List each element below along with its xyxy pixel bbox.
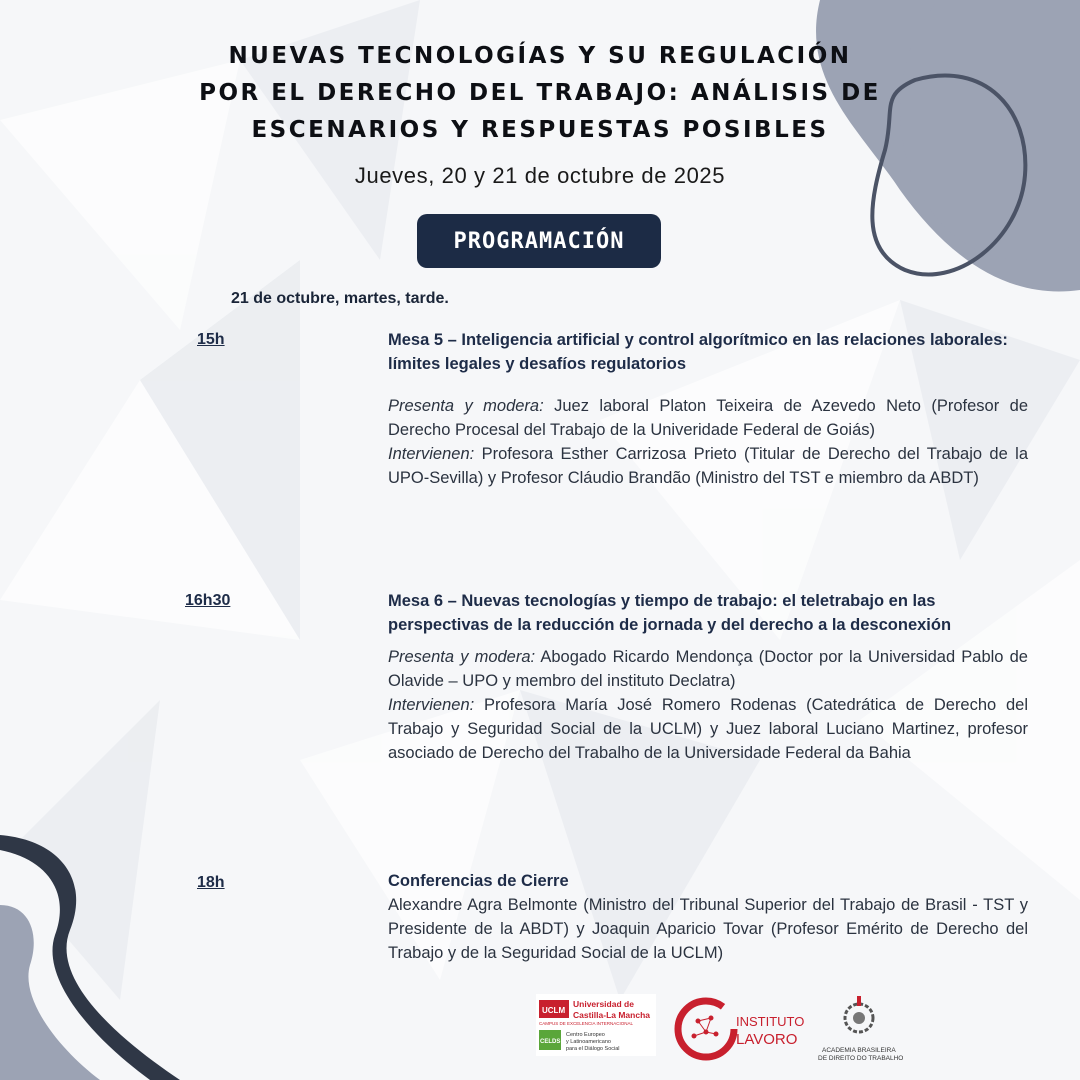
abdt-1: ACADEMIA BRASILEIRA bbox=[822, 1047, 896, 1054]
intervienen-label-2: Intervienen: bbox=[388, 696, 475, 714]
celds-3: para el Diálogo Social bbox=[566, 1046, 620, 1052]
session-time-1: 15h bbox=[197, 331, 225, 348]
session-time-3: 18h bbox=[197, 874, 225, 891]
session-title-1: Mesa 5 – Inteligencia artificial y control algorítmico en las relaciones laborales: límites legales y desafíos regulatorios bbox=[388, 331, 1008, 373]
intervienen-label-1: Intervienen: bbox=[388, 445, 475, 463]
day-heading: 21 de octubre, martes, tarde. bbox=[231, 290, 449, 307]
session-presenta-1 bbox=[388, 394, 1028, 442]
session-3 bbox=[388, 869, 1028, 965]
session-time-2: 16h30 bbox=[185, 592, 231, 609]
event-title bbox=[140, 38, 940, 149]
session-intervienen-2 bbox=[388, 693, 1028, 765]
celds-1: Centro Europeo bbox=[566, 1032, 605, 1038]
session-body-3: Alexandre Agra Belmonte (Ministro del Tribunal Superior del Trabajo de Brasil - TST y Presidente de la ABDT) y Joaquin Aparicio Tovar (Profesor Emérito de Derecho del Trabajo y de la Seguridad Social de la UCLM) bbox=[388, 896, 1028, 962]
lavoro-1: INSTITUTO bbox=[736, 1014, 805, 1029]
uclm-logo bbox=[536, 994, 656, 1056]
presenta-label-1: Presenta y modera: bbox=[388, 397, 544, 415]
uclm-tag: UCLM bbox=[542, 1006, 566, 1015]
presenta-text-1: Juez laboral Platon Teixeira de Azevedo Neto (Profesor de Derecho Procesal del Trabajo de la Univeridade Federal de Goiás) bbox=[388, 397, 1028, 439]
programacion-badge: PROGRAMACIÓN bbox=[417, 214, 661, 268]
instituto-lavoro-logo bbox=[678, 1001, 804, 1057]
celds-2: y Latinoamericano bbox=[566, 1039, 611, 1045]
title-line-1: NUEVAS TECNOLOGÍAS Y SU REGULACIÓN bbox=[228, 43, 852, 69]
lavoro-2: LAVORO bbox=[736, 1031, 798, 1048]
celds-tag: CELDS bbox=[540, 1039, 561, 1045]
intervienen-text-1: Profesora Esther Carrizosa Prieto (Titular de Derecho del Trabajo de la UPO-Sevilla) y Profesor Cláudio Brandão (Ministro del TST e miembro da ABDT) bbox=[388, 445, 1028, 487]
uclm-name-2: Castilla-La Mancha bbox=[573, 1010, 650, 1020]
session-1 bbox=[388, 328, 1028, 490]
sponsor-logos bbox=[536, 994, 916, 1064]
abdt-logo bbox=[818, 996, 903, 1062]
session-intervienen-1 bbox=[388, 442, 1028, 490]
abdt-2: DE DIREITO DO TRABALHO bbox=[818, 1055, 904, 1062]
uclm-sub: CAMPUS DE EXCELENCIA INTERNACIONAL bbox=[539, 1021, 634, 1026]
uclm-name-1: Universidad de bbox=[573, 999, 634, 1009]
session-title-3: Conferencias de Cierre bbox=[388, 872, 569, 890]
title-line-3: ESCENARIOS Y RESPUESTAS POSIBLES bbox=[251, 117, 829, 143]
title-line-2: POR EL DERECHO DEL TRABAJO: ANÁLISIS DE bbox=[199, 80, 881, 106]
presenta-text-2: Abogado Ricardo Mendonça (Doctor por la Universidad Pablo de Olavide – UPO y membro del instituto Declatra) bbox=[388, 648, 1028, 690]
session-title-2: Mesa 6 – Nuevas tecnologías y tiempo de trabajo: el teletrabajo en las perspectivas de la reducción de jornada y del derecho a la desconexión bbox=[388, 592, 952, 634]
presenta-label-2: Presenta y modera: bbox=[388, 648, 536, 666]
session-2 bbox=[388, 589, 1028, 765]
intervienen-text-2: Profesora María José Romero Rodenas (Catedrática de Derecho del Trabajo y Seguridad Social de la UCLM) y Juez laboral Luciano Martinez, profesor asociado de Derecho del Trabalho de la Universidade Federal da Bahia bbox=[388, 696, 1028, 762]
event-date: Jueves, 20 y 21 de octubre de 2025 bbox=[354, 163, 726, 188]
session-presenta-2 bbox=[388, 645, 1028, 693]
